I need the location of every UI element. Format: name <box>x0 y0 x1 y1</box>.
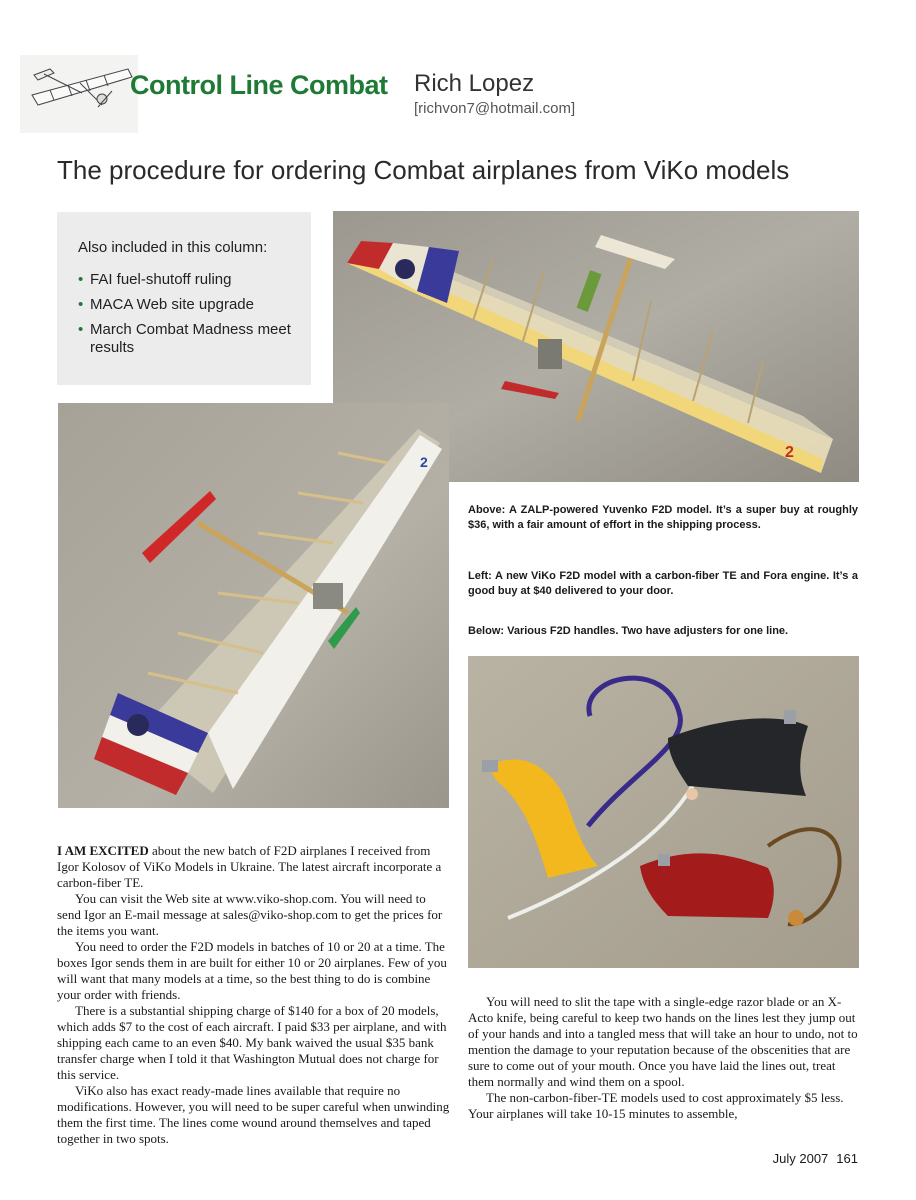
body-paragraph: I AM EXCITED about the new batch of F2D airplanes I received from Igor Kolosov of ViKo Models in Ukraine. The latest aircraft incorporate a carbon-fiber TE. <box>57 843 442 890</box>
photo-f2d-handles <box>468 656 859 968</box>
lead-in: I AM EXCITED <box>57 843 149 858</box>
wing-number: 2 <box>420 454 428 470</box>
caption-left: Left: A new ViKo F2D model with a carbon-fiber TE and Fora engine. It’s a good buy at $40 delivered to your door. <box>468 570 858 597</box>
sidebar-heading: Also included in this column: <box>78 239 268 256</box>
sidebar-box <box>57 212 311 385</box>
sidebar-item <box>78 296 305 314</box>
sidebar-item-text: FAI fuel-shutoff ruling <box>90 271 232 288</box>
body-paragraph: You can visit the Web site at www.viko-shop.com. You will need to send Igor an E-mail message at sales@viko-shop.com to get the prices for the items you want. <box>57 891 443 938</box>
body-paragraph: ViKo also has exact ready-made lines available that require no modifications. However, you will need to be super careful when unwinding them the first time. The lines come wound around themselves and taped together in two spots. <box>57 1083 450 1146</box>
airplane-logo-icon <box>20 55 138 133</box>
body-paragraph: You will need to slit the tape with a single-edge razor blade or an X-Acto knife, being careful to keep two hands on the lines lest they jump out of your hands and into a tangled mess that will take an hour to undo, not to mention the damage to your reputation because of the obscenities that are sure to come out of your mouth. Once you have laid the lines out, treat them normally and wind them on a spool. <box>468 994 858 1089</box>
page-number: 161 <box>836 1151 858 1166</box>
sidebar-item-text: March Combat Madness meet results <box>90 321 291 356</box>
article-headline: The procedure for ordering Combat airplanes from ViKo models <box>57 155 790 185</box>
wing-number: 2 <box>785 444 794 461</box>
sidebar-item <box>78 271 305 289</box>
column-logo <box>20 55 138 133</box>
author-email: [richvon7@hotmail.com] <box>414 100 576 117</box>
body-paragraph: There is a substantial shipping charge of $140 for a box of 20 models, which adds $7 to the cost of each aircraft. I paid $33 per airplane, and with shipping each came to an even $40. My bank waived the usual $35 bank transfer charge when I told it that Washington Mutual does not charge for this service. <box>57 1003 447 1082</box>
photo-viko-f2d-model <box>58 403 449 808</box>
body-column-left <box>57 843 450 1147</box>
caption-below: Below: Various F2D handles. Two have adjusters for one line. <box>468 625 789 637</box>
author-name: Rich Lopez <box>414 70 535 97</box>
bullet-icon: • <box>78 271 84 288</box>
body-column-right <box>468 994 859 1122</box>
body-paragraph: The non-carbon-fiber-TE models used to cost approximately $5 less. Your airplanes will take 10-15 minutes to assemble, <box>468 1090 844 1121</box>
caption-above: Above: A ZALP-powered Yuvenko F2D model. It’s a super buy at roughly $36, with a fair amount of effort in the shipping process. <box>468 504 858 531</box>
bullet-icon: • <box>78 296 84 313</box>
page-footer <box>773 1151 858 1166</box>
sidebar-item-text: MACA Web site upgrade <box>90 296 254 313</box>
issue-date: July 2007 <box>772 1151 829 1166</box>
section-title: Control Line Combat <box>130 70 388 100</box>
sidebar-item <box>78 321 305 357</box>
bullet-icon: • <box>78 321 84 338</box>
body-paragraph: You need to order the F2D models in batches of 10 or 20 at a time. The boxes Igor sends them in are built for either 10 or 20 airplanes. Few of you will want that many models at a time, so the best thing to do is combine your order with friends. <box>57 939 447 1002</box>
